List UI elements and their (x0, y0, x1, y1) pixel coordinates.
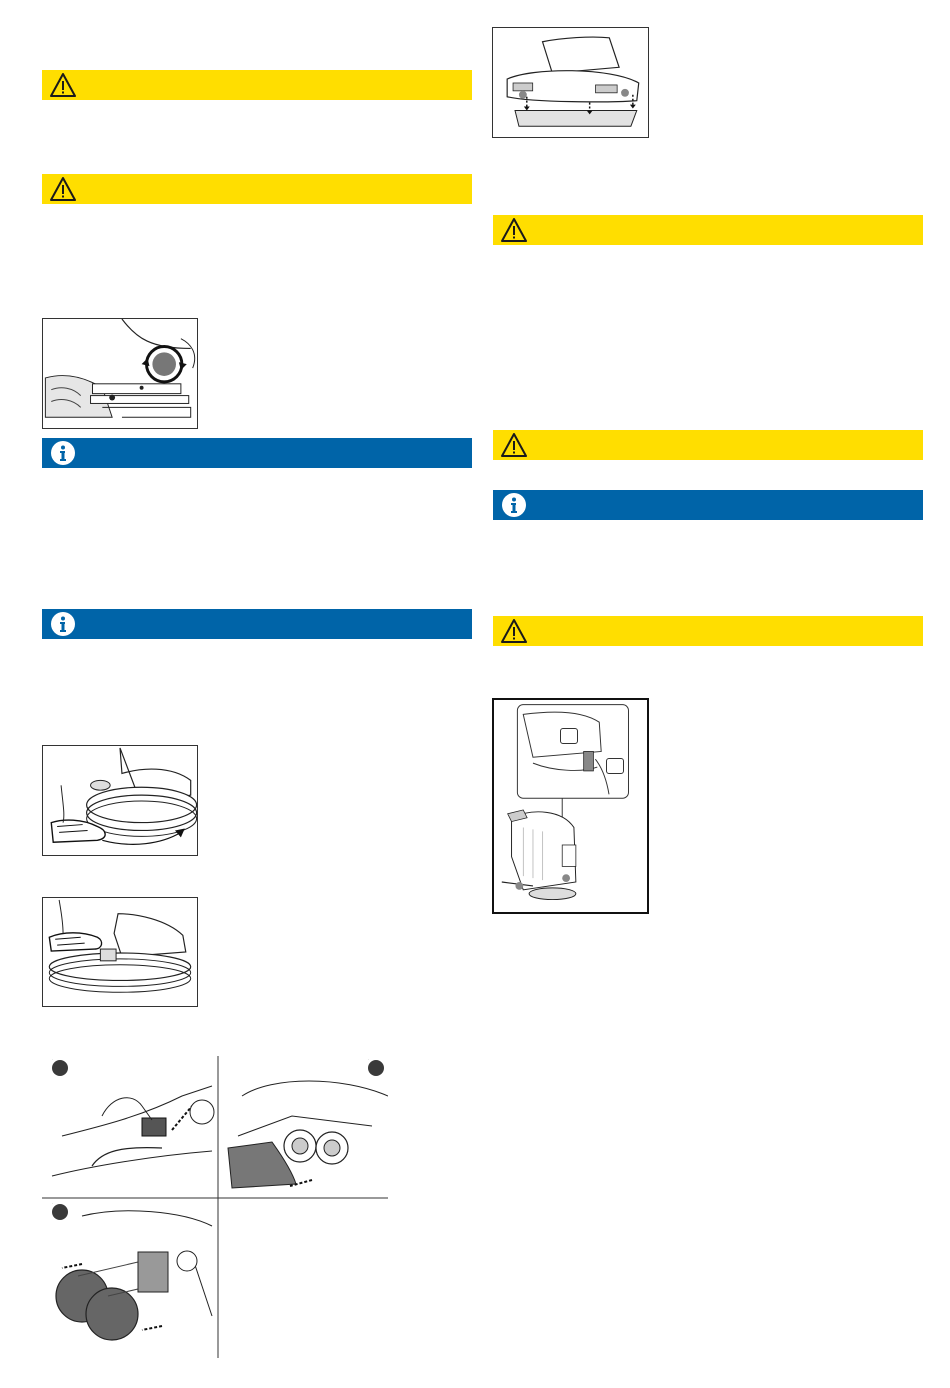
info-circle-icon (50, 440, 76, 466)
warning-triangle-icon (50, 72, 76, 98)
step-marker: 2 (368, 1060, 384, 1076)
figure-brush-lever (42, 318, 198, 429)
warning-triangle-icon (501, 217, 527, 243)
step-marker: 3 (52, 1204, 68, 1220)
warning-bar (42, 70, 472, 100)
warning-bar (42, 174, 472, 204)
callout-marker (560, 728, 578, 744)
figure-pedal-lower (42, 897, 198, 1007)
info-circle-icon (50, 611, 76, 637)
callout-marker (606, 758, 624, 774)
warning-triangle-icon (501, 432, 527, 458)
info-bar (42, 438, 472, 468)
figure-brush-removal-steps (42, 1056, 388, 1358)
figure-brush-deck-block (492, 27, 649, 138)
info-bar (42, 609, 472, 639)
figure-machine-overview (492, 698, 649, 914)
warning-bar (493, 215, 923, 245)
warning-bar (493, 616, 923, 646)
step-marker: 1 (52, 1060, 68, 1076)
warning-triangle-icon (501, 618, 527, 644)
figure-pedal-raise (42, 745, 198, 856)
info-circle-icon (501, 492, 527, 518)
warning-bar (493, 430, 923, 460)
warning-triangle-icon (50, 176, 76, 202)
info-bar (493, 490, 923, 520)
